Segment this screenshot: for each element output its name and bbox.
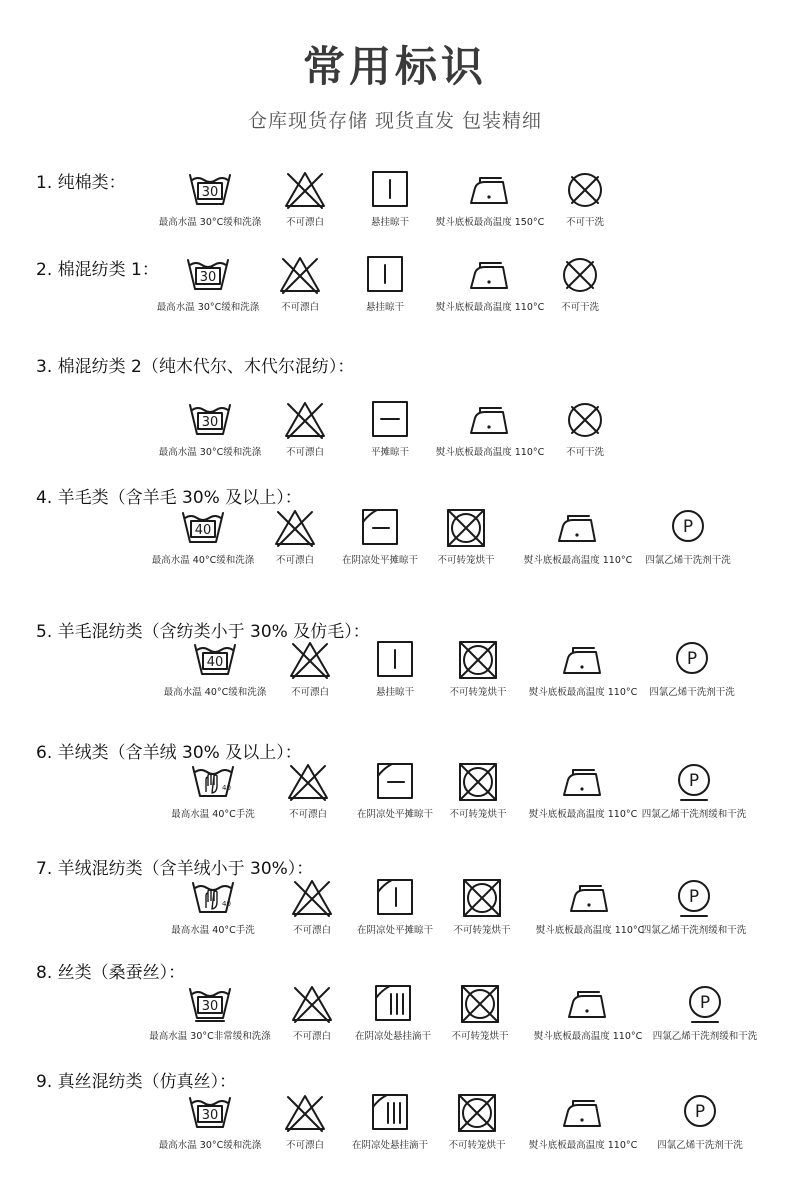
care-symbol-caption: 不可转笼烘干 bbox=[449, 687, 507, 698]
care-symbol bbox=[520, 400, 650, 458]
care-symbol bbox=[629, 762, 759, 820]
care-symbol-caption: 不可漂白 bbox=[292, 925, 331, 936]
page-subtitle: 仓库现货存储 现货直发 包装精细 bbox=[247, 110, 543, 132]
care-symbol-caption: 最高水温 40°C缓和洗涤 bbox=[163, 687, 267, 698]
care-symbol bbox=[518, 1093, 648, 1151]
care-symbol-caption: 不可漂白 bbox=[292, 1031, 331, 1042]
svg-text:40: 40 bbox=[222, 784, 231, 792]
care-symbol bbox=[523, 984, 653, 1042]
care-symbol bbox=[515, 255, 645, 313]
care-symbol bbox=[401, 508, 531, 566]
svg-text:30: 30 bbox=[201, 185, 219, 200]
care-symbol-caption: 不可漂白 bbox=[285, 1140, 324, 1151]
svg-text:30: 30 bbox=[201, 415, 219, 430]
care-symbol-caption: 悬挂晾干 bbox=[370, 217, 409, 228]
care-symbol-caption: 在阴凉处平摊晾干 bbox=[341, 555, 418, 566]
svg-text:40: 40 bbox=[194, 523, 212, 538]
care-symbol-caption: 最高水温 30°C缓和洗涤 bbox=[158, 1140, 262, 1151]
care-symbol bbox=[623, 508, 753, 566]
care-symbol-caption: 熨斗底板最高温度 110°C bbox=[523, 555, 633, 566]
care-symbol-caption: 熨斗底板最高温度 110°C bbox=[535, 925, 645, 936]
care-symbol bbox=[640, 984, 770, 1042]
care-symbol-caption: 不可干洗 bbox=[565, 217, 604, 228]
care-symbol-caption: 不可漂白 bbox=[285, 217, 324, 228]
no-dry-clean-icon bbox=[520, 400, 650, 440]
care-symbol-caption: 不可漂白 bbox=[285, 447, 324, 458]
care-symbol-caption: 不可漂白 bbox=[275, 555, 314, 566]
care-symbol-caption: 四氯乙烯干洗剂缓和干洗 bbox=[641, 925, 747, 936]
svg-text:40: 40 bbox=[222, 900, 231, 908]
care-symbol-caption: 熨斗底板最高温度 110°C bbox=[528, 809, 638, 820]
care-symbol-caption: 不可漂白 bbox=[288, 809, 327, 820]
svg-text:P: P bbox=[694, 1102, 706, 1122]
category-title: 2. 棉混纺类 1： bbox=[36, 260, 159, 280]
category-title: 5. 羊毛混纺类（含纺类小于 30% 及仿毛）： bbox=[36, 622, 370, 642]
care-symbol-caption: 在阴凉处悬挂滴干 bbox=[351, 1140, 428, 1151]
care-symbol-caption: 四氯乙烯干洗剂干洗 bbox=[649, 687, 735, 698]
no-dry-clean-icon bbox=[515, 255, 645, 295]
care-symbol-caption: 最高水温 30°C非常缓和洗涤 bbox=[149, 1031, 271, 1042]
care-symbol-caption: 熨斗底板最高温度 110°C bbox=[528, 1140, 638, 1151]
care-symbol-caption: 不可转笼烘干 bbox=[453, 925, 511, 936]
care-symbol-caption: 不可转笼烘干 bbox=[451, 1031, 509, 1042]
category-title: 3. 棉混纺类 2（纯木代尔、木代尔混纺）： bbox=[36, 357, 355, 377]
care-symbol-caption: 四氯乙烯干洗剂干洗 bbox=[645, 555, 731, 566]
care-symbol-caption: 最高水温 30°C缓和洗涤 bbox=[156, 302, 260, 313]
category-title: 9. 真丝混纺类（仿真丝）： bbox=[36, 1072, 237, 1092]
svg-text:40: 40 bbox=[206, 655, 224, 670]
dry-clean-p-gentle-icon bbox=[629, 762, 759, 802]
care-symbol-caption: 最高水温 30°C缓和洗涤 bbox=[158, 447, 262, 458]
care-symbol-caption: 熨斗底板最高温度 110°C bbox=[528, 687, 638, 698]
dry-clean-p-gentle-icon bbox=[629, 878, 759, 918]
care-symbol-caption: 悬挂晾干 bbox=[375, 687, 414, 698]
svg-text:P: P bbox=[688, 887, 700, 907]
category-title: 6. 羊绒类（含羊绒 30% 及以上）： bbox=[36, 743, 302, 763]
care-symbol-caption: 最高水温 40°C缓和洗涤 bbox=[151, 555, 255, 566]
care-symbol-caption: 熨斗底板最高温度 110°C bbox=[533, 1031, 643, 1042]
svg-text:30: 30 bbox=[201, 999, 219, 1014]
care-symbol-caption: 最高水温 40°C手洗 bbox=[171, 925, 255, 936]
care-symbol-caption: 四氯乙烯干洗剂缓和干洗 bbox=[641, 809, 747, 820]
svg-text:30: 30 bbox=[201, 1108, 219, 1123]
care-symbol-caption: 不可干洗 bbox=[565, 447, 604, 458]
svg-text:P: P bbox=[686, 649, 698, 669]
care-symbol-caption: 不可漂白 bbox=[280, 302, 319, 313]
dry-clean-p-icon bbox=[627, 640, 757, 680]
category-title: 1. 纯棉类： bbox=[36, 173, 126, 193]
care-symbol-caption: 不可转笼烘干 bbox=[449, 809, 507, 820]
care-symbol-caption: 平摊晾干 bbox=[370, 447, 409, 458]
no-dry-clean-icon bbox=[520, 170, 650, 210]
page-title: 常用标识 bbox=[302, 42, 487, 91]
dry-clean-p-icon bbox=[623, 508, 753, 548]
care-symbol-caption: 四氯乙烯干洗剂缓和干洗 bbox=[652, 1031, 758, 1042]
dry-clean-p-icon bbox=[635, 1093, 765, 1133]
care-symbol-caption: 四氯乙烯干洗剂干洗 bbox=[657, 1140, 743, 1151]
care-symbol-caption: 不可转笼烘干 bbox=[437, 555, 495, 566]
iron-icon bbox=[518, 1093, 648, 1133]
svg-text:P: P bbox=[688, 771, 700, 791]
svg-text:P: P bbox=[682, 517, 694, 537]
care-symbol bbox=[627, 640, 757, 698]
care-symbol-caption: 不可转笼烘干 bbox=[448, 1140, 506, 1151]
care-symbol-caption: 悬挂晾干 bbox=[365, 302, 404, 313]
care-symbol-caption: 不可漂白 bbox=[290, 687, 329, 698]
care-symbol-caption: 在阴凉处平摊晾干 bbox=[356, 925, 433, 936]
svg-text:P: P bbox=[699, 993, 711, 1013]
iron-icon bbox=[523, 984, 653, 1024]
care-symbol bbox=[629, 878, 759, 936]
care-symbol-caption: 在阴凉处平摊晾干 bbox=[356, 809, 433, 820]
care-symbol-caption: 最高水温 30°C缓和洗涤 bbox=[158, 217, 262, 228]
care-symbol-caption: 在阴凉处悬挂滴干 bbox=[354, 1031, 431, 1042]
care-symbol-caption: 不可干洗 bbox=[560, 302, 599, 313]
care-symbol-caption: 熨斗底板最高温度 110°C bbox=[435, 302, 545, 313]
no-tumble-dry-icon bbox=[401, 508, 531, 548]
category-title: 4. 羊毛类（含羊毛 30% 及以上）： bbox=[36, 488, 302, 508]
care-symbol-caption: 最高水温 40°C手洗 bbox=[171, 809, 255, 820]
care-symbol-caption: 熨斗底板最高温度 150°C bbox=[435, 217, 545, 228]
care-symbol bbox=[635, 1093, 765, 1151]
category-title: 8. 丝类（桑蚕丝）： bbox=[36, 963, 186, 983]
dry-clean-p-gentle-icon bbox=[640, 984, 770, 1024]
care-symbol-caption: 熨斗底板最高温度 110°C bbox=[435, 447, 545, 458]
care-symbol bbox=[520, 170, 650, 228]
category-title: 7. 羊绒混纺类（含羊绒小于 30%）： bbox=[36, 859, 314, 879]
svg-text:30: 30 bbox=[199, 270, 217, 285]
